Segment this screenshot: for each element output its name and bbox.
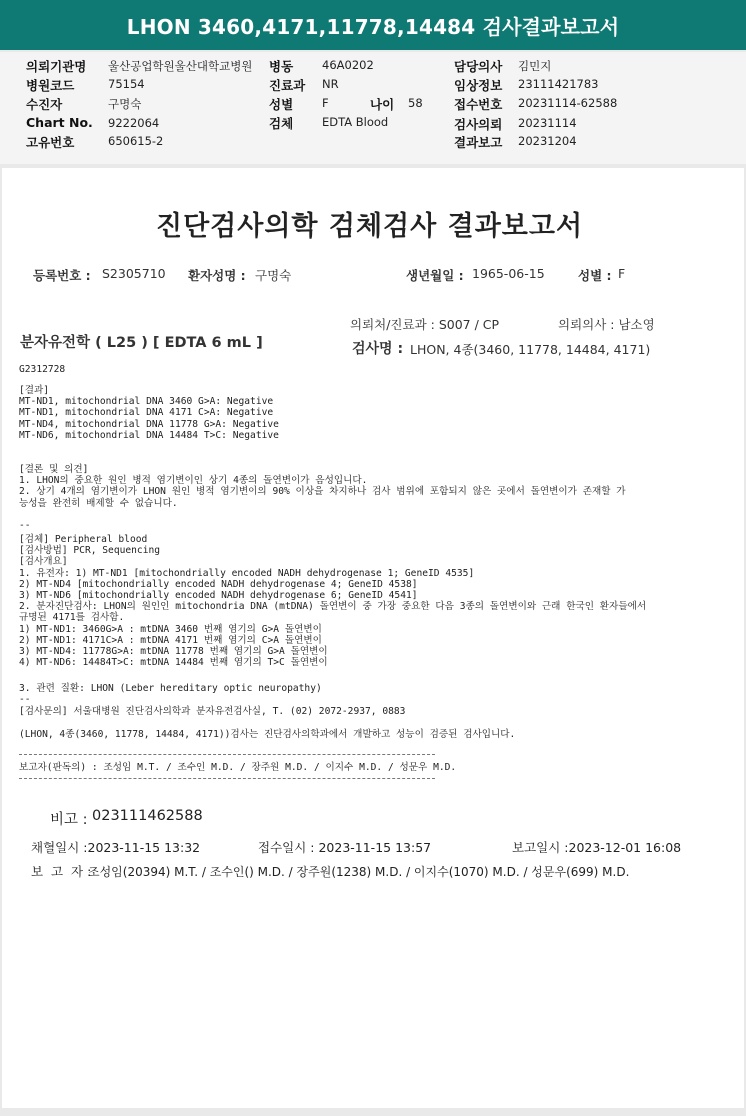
detail-line: 규명된 4171를 검사함. bbox=[19, 612, 125, 624]
receive-time: 접수일시 : 2023-11-15 13:57 bbox=[258, 840, 432, 855]
header-value: 75154 bbox=[108, 77, 145, 91]
header-key: 진료과 bbox=[269, 78, 306, 93]
reporter-value: 조성임(20394) M.T. / 조수인() M.D. / 장주원(1238) M.D. / 이지수(1070) M.D. / 성문우(699) M.D. bbox=[88, 865, 630, 879]
sex-label: 성별 : bbox=[578, 268, 612, 283]
header-value: NR bbox=[322, 77, 339, 91]
header-key: Chart No. bbox=[26, 115, 93, 130]
header-key: 검체 bbox=[269, 116, 294, 131]
header-value: EDTA Blood bbox=[322, 115, 389, 129]
reporter-label: 보 고 자 : bbox=[31, 864, 92, 879]
reporters-line: 보고자(판독의) : 조성임 M.T. / 조수인 M.D. / 장주원 M.D. / 이지수 M.D. / 성문우 M.D. bbox=[19, 762, 457, 773]
results-block bbox=[19, 385, 279, 441]
detail-line: 2) MT-ND1: 4171C>A : mtDNA 4171 번째 염기의 C>A 돌연변이 bbox=[19, 634, 322, 646]
header-value: 23111421783 bbox=[518, 77, 599, 91]
result-line: MT-ND6, mitochondrial DNA 14484 T>C: Negative bbox=[19, 429, 279, 441]
report-time: 보고일시 :2023-12-01 16:08 bbox=[512, 840, 682, 855]
detail-line: 4) MT-ND6: 14484T>C: mtDNA 14484 번째 염기의 T>C 돌연변이 bbox=[19, 657, 328, 669]
related-disease: 3. 관련 질환: LHON (Leber hereditary optic neuropathy) bbox=[19, 683, 322, 694]
dashed-rule bbox=[19, 778, 435, 779]
header-key: 고유번호 bbox=[26, 135, 75, 150]
detail-line: [검사개요] bbox=[19, 556, 68, 568]
detail-line: 2. 분자진단검사: LHON의 원인인 mitochondria DNA (mtDNA) 돌연변이 중 가장 중요한 다음 3종의 돌연변이와 근래 한국인 환자들에서 bbox=[19, 601, 647, 613]
section-title: 분자유전학 ( L25 ) [ EDTA 6 mL ] bbox=[20, 335, 263, 351]
header-value: 58 bbox=[408, 96, 423, 110]
header-key: 의뢰기관명 bbox=[26, 59, 87, 74]
header-key: 검사의뢰 bbox=[454, 117, 503, 132]
header-value: 구명숙 bbox=[108, 97, 142, 111]
conclusion-line: 능성을 완전히 배제할 수 없습니다. bbox=[19, 497, 178, 509]
report-sheet bbox=[2, 168, 744, 1108]
detail-line: 2) MT-ND4 [mitochondrially encoded NADH dehydrogenase 4; GeneID 4538] bbox=[19, 578, 418, 590]
conclusion-block bbox=[19, 464, 626, 509]
patient-name-label: 환자성명 : bbox=[188, 268, 246, 283]
header-info bbox=[0, 52, 746, 164]
header-value: 46A0202 bbox=[322, 58, 374, 72]
reg-no-label: 등록번호 : bbox=[33, 268, 91, 283]
separator: -- bbox=[19, 694, 31, 705]
header-key: 임상정보 bbox=[454, 78, 503, 93]
reg-no-value: S2305710 bbox=[102, 266, 166, 281]
specimen-code: G2312728 bbox=[19, 364, 66, 375]
dob-label: 생년월일 : bbox=[406, 268, 464, 283]
note-value: 023111462588 bbox=[92, 808, 203, 824]
detail-line: 1) MT-ND1: 3460G>A : mtDNA 3460 번째 염기의 G>A 돌연변이 bbox=[19, 623, 322, 635]
header-key: 병원코드 bbox=[26, 78, 75, 93]
detail-line: [검사방법] PCR, Sequencing bbox=[19, 545, 161, 557]
header-key: 접수번호 bbox=[454, 97, 503, 112]
note-label: 비고 : bbox=[50, 812, 88, 828]
result-line: MT-ND1, mitochondrial DNA 3460 G>A: Negative bbox=[19, 396, 274, 408]
header-key: 결과보고 bbox=[454, 135, 503, 150]
header-key: 병동 bbox=[269, 59, 294, 74]
patient-name-value: 구명숙 bbox=[255, 268, 292, 283]
sex-value: F bbox=[618, 266, 626, 281]
header-value: F bbox=[322, 96, 329, 110]
detail-line: 3) MT-ND6 [mitochondrially encoded NADH dehydrogenase 6; GeneID 4541] bbox=[19, 590, 418, 602]
conclusion-line: 2. 상기 4개의 염기변이가 LHON 원인 병적 염기변이의 90% 이상을 차지하나 검사 범위에 포함되지 않은 곳에서 돌연변이가 존재할 가 bbox=[19, 486, 626, 498]
header-value: 20231114-62588 bbox=[518, 96, 618, 110]
header-key: 담당의사 bbox=[454, 59, 503, 74]
collect-time: 채혈일시 :2023-11-15 13:32 bbox=[31, 840, 201, 855]
banner-title: LHON 3460,4171,11778,14484 검사결과보고서 bbox=[126, 14, 620, 39]
result-line: MT-ND4, mitochondrial DNA 11778 G>A: Negative bbox=[19, 418, 279, 430]
separator: -- bbox=[19, 520, 31, 531]
result-line: MT-ND1, mitochondrial DNA 4171 C>A: Negative bbox=[19, 407, 274, 419]
header-key: 성별 bbox=[269, 97, 294, 112]
dashed-rule bbox=[19, 754, 435, 755]
inquiry-line: [검사문의] 서울대병원 진단검사의학과 분자유전검사실, T. (02) 2072-2937, 0883 bbox=[19, 706, 406, 717]
header-value: 김민지 bbox=[518, 59, 552, 73]
conclusion-line: 1. LHON의 중요한 원인 병적 염기변이인 상기 4종의 돌연변이가 음성입니다. bbox=[19, 475, 368, 487]
conclusion-line: [결론 및 의견] bbox=[19, 464, 89, 475]
report-banner bbox=[0, 0, 746, 50]
test-label: 검사명 : bbox=[352, 341, 404, 357]
detail-line: 3) MT-ND4: 11778G>A: mtDNA 11778 번째 염기의 G>A 돌연변이 bbox=[19, 646, 328, 658]
dept-info: 의뢰처/진료과 : S007 / CP bbox=[350, 317, 500, 332]
report-title: 진단검사의학 검체검사 결과보고서 bbox=[156, 211, 584, 242]
header-key: 나이 bbox=[370, 97, 395, 112]
header-value: 20231114 bbox=[518, 116, 577, 130]
header-key: 수진자 bbox=[26, 97, 63, 112]
header-value: 울산공업학원울산대학교병원 bbox=[108, 59, 253, 73]
details-block bbox=[19, 534, 646, 668]
validation-line: (LHON, 4종(3460, 11778, 14484, 4171))검사는 진단검사의학과에서 개발하고 성능이 검증된 검사입니다. bbox=[19, 729, 516, 740]
test-value: LHON, 4종(3460, 11778, 14484, 4171) bbox=[410, 342, 651, 357]
header-value: 9222064 bbox=[108, 116, 160, 130]
header-value: 650615-2 bbox=[108, 134, 164, 148]
result-line: [결과] bbox=[19, 385, 50, 396]
detail-line: 1. 유전자: 1) MT-ND1 [mitochondrially encoded NADH dehydrogenase 1; GeneID 4535] bbox=[19, 567, 475, 579]
detail-line: [검체] Peripheral blood bbox=[19, 534, 148, 545]
doctor-info: 의뢰의사 : 남소영 bbox=[558, 317, 655, 332]
dob-value: 1965-06-15 bbox=[472, 266, 545, 281]
header-value: 20231204 bbox=[518, 134, 577, 148]
